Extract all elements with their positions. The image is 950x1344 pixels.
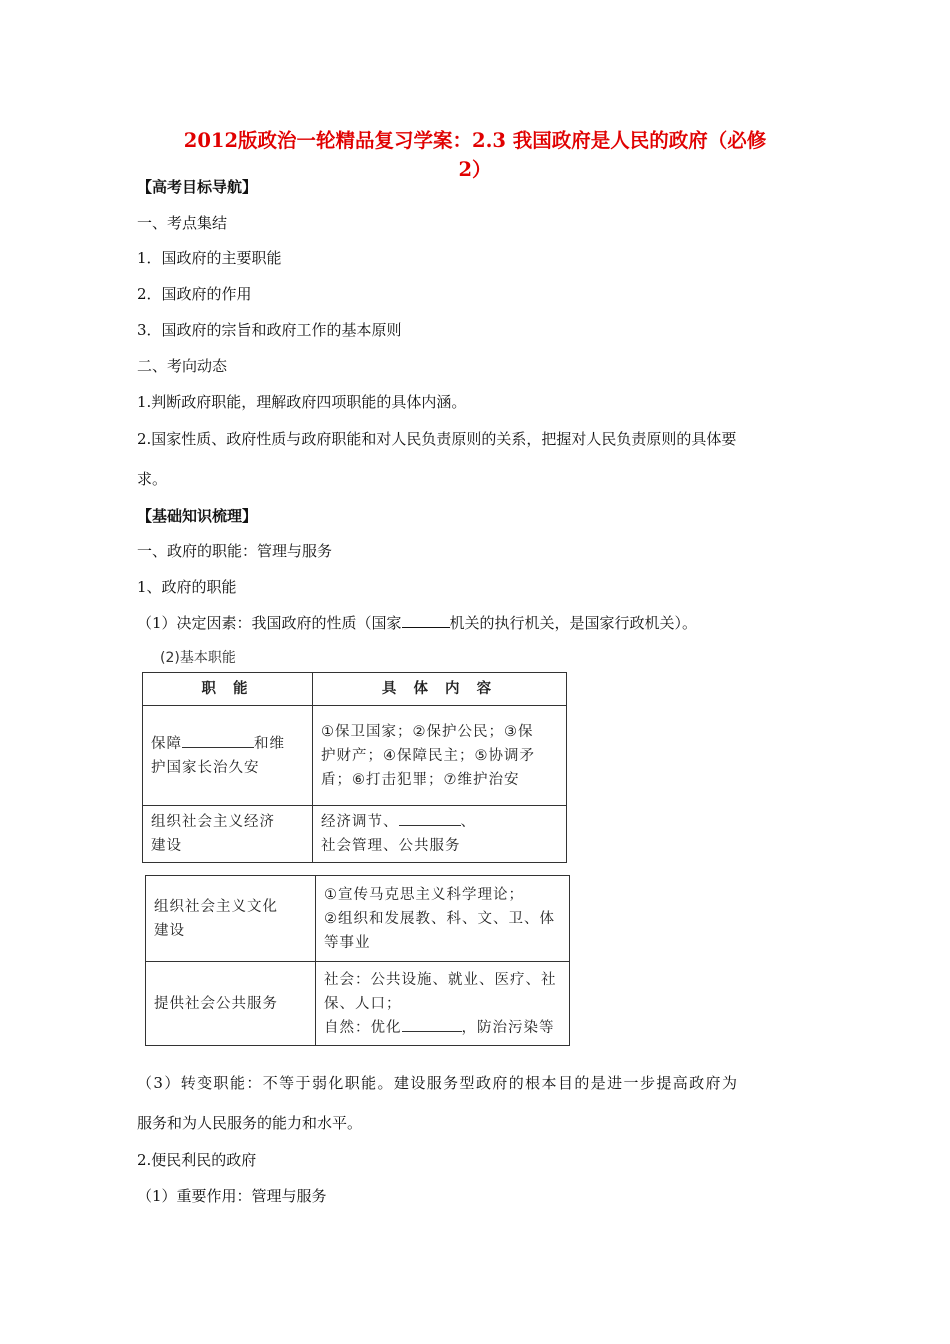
fill-blank <box>182 733 254 748</box>
cell-content-4: 社会：公共设施、就业、医疗、社 保、人口； 自然：优化 ，防治污染等 <box>316 962 570 1046</box>
cell-content-3: ①宣传马克思主义科学理论； ②组织和发展教、科、文、卫、体 等事业 <box>316 876 570 962</box>
cell-function-1: 保障 和维 护国家长治久安 <box>143 706 313 806</box>
cell-content-1: ①保卫国家；②保护公民；③保 护财产；④保障民主；⑤协调矛 盾；⑥打击犯罪；⑦维护治安 <box>313 706 567 806</box>
cell-function-4: 提供社会公共服务 <box>146 962 316 1046</box>
transform-functions-line-1: （3）转变职能：不等于弱化职能。建设服务型政府的根本目的是进一步提高政府为 <box>137 1074 739 1092</box>
determining-factor-pre: （1）决定因素：我国政府的性质（国家 <box>137 614 402 632</box>
key-point-3: 3．国政府的宗旨和政府工作的基本原则 <box>137 321 402 339</box>
important-role: （1）重要作用：管理与服务 <box>137 1187 327 1205</box>
subheading-service-gov: 2.便民利民的政府 <box>137 1151 257 1169</box>
key-point-2: 2．国政府的作用 <box>137 285 252 303</box>
document-title <box>120 126 830 184</box>
transform-functions-line-2: 服务和为人民服务的能力和水平。 <box>137 1114 363 1132</box>
functions-table-1 <box>142 672 567 863</box>
cell-function-3: 组织社会主义文化 建设 <box>146 876 316 962</box>
header-content: 具 体 内 容 <box>313 673 567 706</box>
subheading-gov-functions: 一、政府的职能：管理与服务 <box>137 542 333 560</box>
determining-factor <box>137 613 697 633</box>
heading-exam-goals: 【高考目标导航】 <box>137 178 258 196</box>
cell-function-2: 组织社会主义经济 建设 <box>143 806 313 863</box>
heading-basic-knowledge: 【基础知识梳理】 <box>137 507 258 525</box>
cell-content-2: 经济调节、 、 社会管理、公共服务 <box>313 806 567 863</box>
subheading-functions-1: 1、政府的职能 <box>137 578 237 596</box>
functions-table-2 <box>145 875 570 1046</box>
trend-1: 1.判断政府职能，理解政府四项职能的具体内涵。 <box>137 393 467 411</box>
trend-2-line-2: 求。 <box>137 470 168 488</box>
trend-2-line-1: 2.国家性质、政府性质与政府职能和对人民负责原则的关系，把握对人民负责原则的具体要 <box>137 430 737 448</box>
table-caption: (2)基本职能 <box>160 650 236 666</box>
title-line-1: 2012版政治一轮精品复习学案：2.3 我国政府是人民的政府（必修 <box>183 129 767 152</box>
subheading-key-points: 一、考点集结 <box>137 214 228 232</box>
title-line-2: 2） <box>458 158 492 181</box>
fill-blank <box>402 1017 462 1032</box>
fill-blank <box>399 811 461 826</box>
header-function: 职 能 <box>143 673 313 706</box>
key-point-1: 1．国政府的主要职能 <box>137 249 282 267</box>
fill-blank <box>402 613 450 628</box>
determining-factor-post: 机关的执行机关，是国家行政机关）。 <box>449 614 698 632</box>
subheading-trends: 二、考向动态 <box>137 357 228 375</box>
